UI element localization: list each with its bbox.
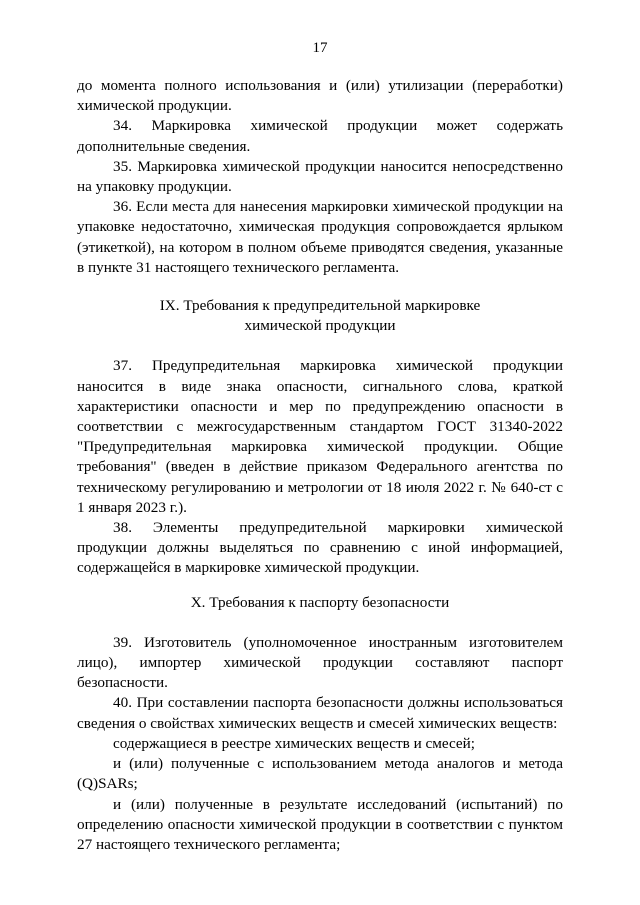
paragraph-continuation: до момента полного использования и (или) утилизации (переработки) химической продукции. bbox=[77, 77, 563, 115]
paragraph-37: 37. Предупредительная маркировка химической продукции наносится в виде знака опасности, сигнального слова, краткой характеристики опасности и мер по предупреждению опасности в соответствии с межгосударственным стандартом ГОСТ 31340-2022 "Предупредительная маркировка химической продукции. Общие требования" (введен в действие приказом Федерального агентства по техническому регулированию и метрологии от 18 июля 2022 г. № 640-ст с 1 января 2023 г.). bbox=[77, 357, 563, 516]
section-heading-ix-line-1: IX. Требования к предупредительной маркировке bbox=[159, 297, 481, 315]
page-number: 17 bbox=[312, 40, 328, 56]
document-body bbox=[77, 76, 563, 855]
paragraph-34: 34. Маркировка химической продукции может содержать дополнительные сведения. bbox=[77, 117, 563, 155]
paragraph-40-item-c: и (или) полученные в результате исследований (испытаний) по определению опасности химической продукции в соответствии с пунктом 27 настоящего технического регламента; bbox=[77, 795, 563, 853]
paragraph-35: 35. Маркировка химической продукции наносится непосредственно на упаковку продукции. bbox=[77, 157, 563, 196]
paragraph-36: 36. Если места для нанесения маркировки химической продукции на упаковке недостаточно, химическая продукция сопровождается ярлыком (этикеткой), на котором в полном объеме приводятся сведения, указанные в пункте 31 настоящего технического регламента. bbox=[77, 198, 563, 276]
paragraph-40-item-a: содержащиеся в реестре химических веществ и смесей; bbox=[113, 734, 476, 752]
section-heading-ix-line-2: химической продукции bbox=[244, 317, 396, 335]
section-heading-ix bbox=[77, 296, 563, 336]
paragraph-39: 39. Изготовитель (уполномоченное иностранным изготовителем лицо), импортер химической продукции составляют паспорт безопасности. bbox=[77, 633, 563, 692]
section-heading-x: X. Требования к паспорту безопасности bbox=[190, 593, 450, 611]
paragraph-40: 40. При составлении паспорта безопасности должны использоваться сведения о свойствах химических веществ и смесей химических веществ: bbox=[77, 694, 563, 732]
paragraph-40-item-b: и (или) полученные с использованием метода аналогов и метода (Q)SARs; bbox=[77, 755, 563, 793]
paragraph-38: 38. Элементы предупредительной маркировки химической продукции должны выделяться по сравнению с иной информацией, содержащейся в маркировке химической продукции. bbox=[77, 519, 563, 577]
